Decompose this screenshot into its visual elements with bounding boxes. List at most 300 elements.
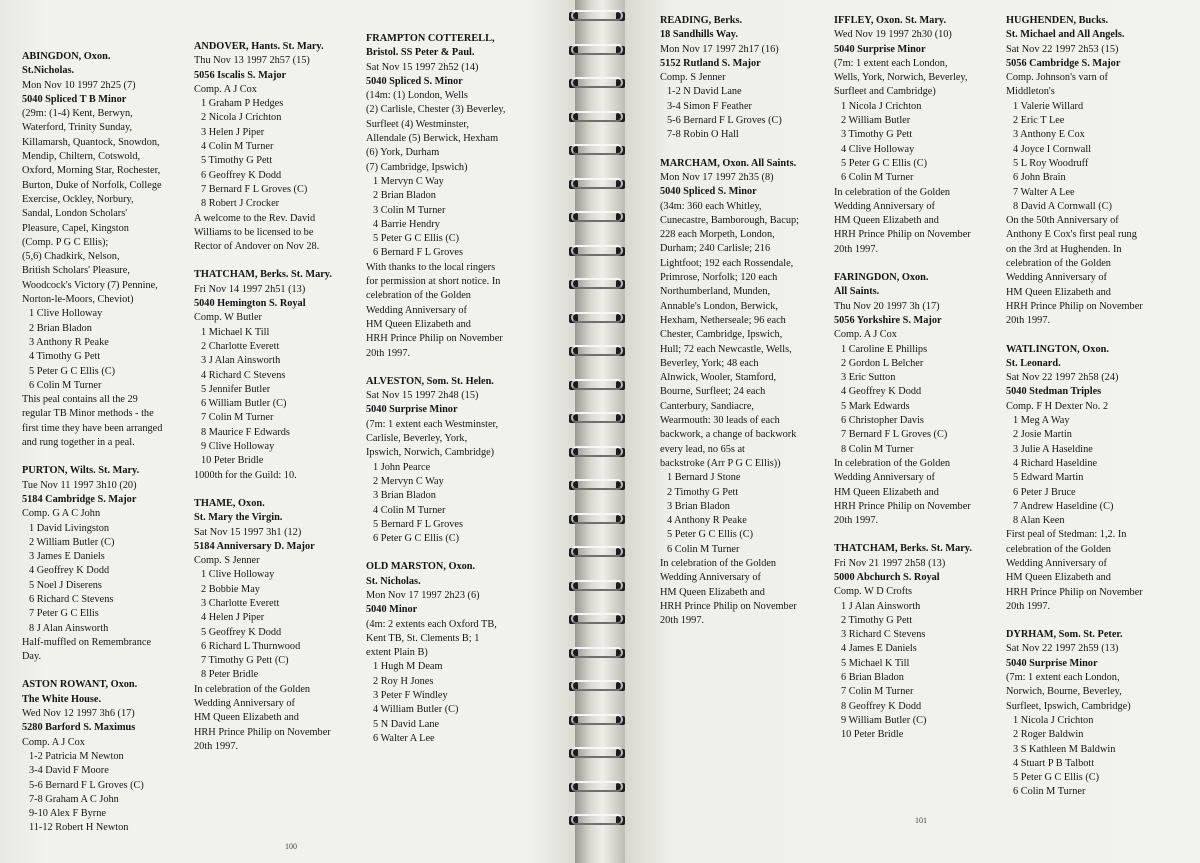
entry-text-line: Anthony E Cox's first peal rung	[1006, 229, 1137, 241]
ringer-line: 1 Valerie Willard	[1013, 100, 1084, 112]
peal-entry	[194, 268, 364, 482]
entry-text-line: Burton, Duke of Norfolk, College	[22, 179, 162, 191]
entry-text-line: Wells, York, Norwich, Beverley,	[834, 72, 968, 84]
ringer-line: 4 Barrie Hendry	[373, 218, 440, 230]
entry-text-line: Pleasure, Capel, Kingston	[22, 222, 129, 234]
entry-heading-line: St. Michael and All Angels.	[1006, 29, 1125, 41]
entry-heading-line: ASTON ROWANT, Oxon.	[22, 679, 138, 691]
entry-text-line: Exercise, Ockley, Norbury,	[22, 193, 134, 205]
ringer-line: 1 Mervyn C Way	[373, 175, 444, 187]
ringer-line: 7 Peter G C Ellis	[29, 608, 99, 620]
ringer-line: 9-10 Alex F Byrne	[29, 808, 106, 820]
entry-heading-line: 5000 Abchurch S. Royal	[834, 571, 940, 583]
entry-heading-line: DYRHAM, Som. St. Peter.	[1006, 629, 1123, 641]
entry-text-line: Surfleet (4) Westminster,	[366, 118, 469, 130]
left-column-2	[194, 40, 364, 754]
entry-text-line: Wedding Anniversary of	[1006, 557, 1107, 569]
ringer-line: 4 William Butler (C)	[373, 704, 459, 716]
peal-entry	[660, 14, 832, 143]
entry-text-line: HRH Prince Philip on November	[194, 726, 331, 738]
entry-text-line: Comp. Johnson's varn of	[1006, 72, 1108, 84]
entry-text-line: Northumberland, Munden,	[660, 286, 771, 298]
peal-entry	[834, 542, 1006, 742]
entry-text-line: Rector of Andover on Nov 28.	[194, 241, 320, 253]
ringer-line: 5-6 Bernard F L Groves (C)	[667, 115, 782, 127]
ringer-line: 5 Mark Edwards	[841, 400, 910, 412]
entry-text-line: 20th 1997.	[1006, 315, 1051, 327]
entry-heading-line: READING, Berks.	[660, 15, 743, 26]
spiral-ring	[567, 44, 627, 57]
entry-heading-line: St. Nicholas.	[366, 575, 421, 587]
ringer-line: 6 Peter G C Ellis (C)	[373, 533, 460, 545]
ringer-line: 1-2 N David Lane	[667, 86, 742, 98]
ringer-line: 2 Charlotte Everett	[201, 340, 280, 352]
entry-text-line: 20th 1997.	[834, 515, 879, 527]
entry-heading-line: 5040 Stedman Triples	[1006, 386, 1102, 398]
entry-text-line: (6) York, Durham	[366, 147, 440, 159]
entry-text-line: regular TB Minor methods - the	[22, 408, 154, 420]
ringer-line: 4 Geoffrey K Dodd	[841, 386, 922, 398]
peal-entry	[834, 271, 1006, 528]
ringer-line: 6 Christopher Davis	[841, 415, 924, 427]
entry-heading-line: 5040 Spliced S. Minor	[366, 75, 463, 87]
ringer-line: 11-12 Robert H Newton	[29, 822, 129, 834]
entry-text-line: Sat Nov 15 1997 2h52 (14)	[366, 61, 479, 73]
entry-gap	[834, 257, 1006, 271]
spiral-ring	[567, 580, 627, 593]
ringer-line: 2 Brian Bladon	[29, 322, 92, 334]
spiral-ring	[567, 747, 627, 760]
ringer-line: 2 Timothy G Pett	[841, 614, 913, 626]
entry-text-line: Bourne, Surfleet; 24 each	[660, 386, 766, 398]
peal-entry	[194, 497, 364, 754]
ringer-line: 5 Peter G C Ellis (C)	[373, 233, 460, 245]
entry-text-line: In celebration of the Golden	[834, 457, 951, 469]
entry-text-line: (14m: (1) London, Wells	[366, 90, 468, 102]
entry-text-line: HRH Prince Philip on November	[834, 500, 971, 512]
entry-text-line: Mon Nov 10 1997 2h25 (7)	[22, 79, 136, 91]
ringer-line: 3 Eric Sutton	[841, 372, 896, 384]
entry-text-line: Kent TB, St. Clements B; 1	[366, 632, 480, 644]
right-page	[625, 0, 1200, 863]
ringer-line: 2 William Butler (C)	[29, 536, 115, 548]
ringer-line: 6 Richard L Thurnwood	[201, 640, 301, 652]
entry-text-line: (7) Cambridge, Ipswich)	[366, 161, 468, 173]
entry-heading-line: 5040 Spliced T B Minor	[22, 93, 127, 105]
entry-text-line: HM Queen Elizabeth and	[1006, 572, 1111, 584]
entry-text-line: Canterbury, Sandiacre,	[660, 400, 754, 412]
entry-text-line: Durham; 240 Carlisle; 216	[660, 243, 771, 255]
ringer-line: 3 Anthony R Peake	[29, 336, 109, 348]
ringer-line: 1 David Livingston	[29, 522, 110, 534]
entry-text-line: Middleton's	[1006, 86, 1055, 98]
entry-text-line: British Scholars' Pleasure,	[22, 265, 130, 277]
ringer-line: 1 Nicola J Crichton	[1013, 714, 1094, 726]
entry-heading-line: All Saints.	[834, 286, 880, 298]
ringer-line: 9 Clive Holloway	[201, 441, 275, 453]
ringer-line: 7 Timothy G Pett (C)	[201, 655, 289, 667]
spiral-ring	[567, 479, 627, 492]
entry-text-line: Waterford, Trinity Sunday,	[22, 122, 133, 134]
right-column-1	[660, 14, 832, 628]
ringer-line: 1 Clive Holloway	[29, 308, 103, 320]
ringer-line: 6 Walter A Lee	[373, 732, 435, 744]
entry-text-line: 20th 1997.	[366, 347, 411, 359]
ringer-line: 8 Geoffrey K Dodd	[841, 700, 922, 712]
ringer-line: 1 Hugh M Deam	[373, 661, 443, 673]
ringer-line: 3 James E Daniels	[29, 551, 105, 563]
entry-heading-line: ANDOVER, Hants. St. Mary.	[194, 41, 324, 52]
entry-text-line: Thu Nov 13 1997 2h57 (15)	[194, 55, 310, 67]
ringer-line: 2 Eric T Lee	[1013, 115, 1065, 127]
entry-text-line: HRH Prince Philip on November	[1006, 586, 1143, 598]
ringer-line: 4 Colin M Turner	[373, 504, 446, 516]
peal-entry	[366, 560, 566, 746]
entry-heading-line: 5184 Cambridge S. Major	[22, 493, 137, 505]
ringer-line: 5 Geoffrey K Dodd	[201, 626, 282, 638]
entry-text-line: Sat Nov 22 1997 2h58 (24)	[1006, 372, 1119, 384]
entry-text-line: 20th 1997.	[1006, 600, 1051, 612]
ringer-line: 3 Timothy G Pett	[841, 129, 913, 141]
ringer-line: 4 Clive Holloway	[841, 143, 915, 155]
entry-text-line: Sat Nov 15 1997 3h1 (12)	[194, 526, 302, 538]
entry-text-line: (29m: (1-4) Kent, Berwyn,	[22, 108, 133, 120]
ringer-line: 1 Caroline E Phillips	[841, 343, 928, 355]
entry-gap	[366, 361, 566, 375]
entry-heading-line: ALVESTON, Som. St. Helen.	[366, 375, 494, 387]
entry-heading-line: FARINGDON, Oxon.	[834, 272, 929, 284]
left-page	[0, 0, 575, 863]
spiral-ring	[567, 178, 627, 191]
spiral-ring	[567, 211, 627, 224]
entry-text-line: A welcome to the Rev. David	[194, 212, 316, 224]
entry-text-line: Norton-le-Moors, Cheviot)	[22, 294, 134, 306]
ringer-line: 6 Geoffrey K Dodd	[201, 169, 282, 181]
ringer-line: 3 Brian Bladon	[667, 500, 730, 512]
entry-text-line: Comp. W Butler	[194, 312, 262, 324]
entry-heading-line: WATLINGTON, Oxon.	[1006, 343, 1109, 355]
peal-entry	[834, 14, 1006, 257]
entry-heading-line: 18 Sandhills Way.	[660, 29, 738, 41]
entry-text-line: 1000th for the Guild: 10.	[194, 469, 297, 481]
ringer-line: 1 Graham P Hedges	[201, 98, 284, 110]
entry-heading-line: 5184 Anniversary D. Major	[194, 540, 315, 552]
ringer-line: 5 Bernard F L Groves	[373, 518, 463, 530]
ringer-line: 2 Nicola J Crichton	[201, 112, 282, 124]
entry-text-line: Wed Nov 12 1997 3h6 (17)	[22, 708, 135, 720]
ringer-line: 3 Helen J Piper	[201, 126, 265, 138]
entry-text-line: on the 3rd at Hughenden. In	[1006, 243, 1122, 255]
ringer-line: 7 Colin M Turner	[201, 412, 274, 424]
entry-text-line: Comp. F H Dexter No. 2	[1006, 400, 1109, 412]
peal-entry	[194, 40, 364, 254]
peal-entry	[1006, 343, 1196, 615]
entry-text-line: In celebration of the Golden	[834, 186, 951, 198]
ringer-line: 1 Clive Holloway	[201, 569, 275, 581]
spiral-ring	[567, 513, 627, 526]
entry-text-line: Cunecastre, Bamborough, Bacup;	[660, 214, 799, 226]
entry-text-line: (Comp. P G C Ellis);	[22, 236, 109, 248]
ringer-line: 1 Michael K Till	[201, 326, 270, 338]
entry-text-line: (34m: 360 each Whitley,	[660, 200, 762, 212]
entry-text-line: Annable's London, Berwick,	[660, 300, 778, 312]
peal-entry	[22, 464, 190, 664]
entry-text-line: Comp. S Jenner	[660, 72, 726, 84]
entry-text-line: Wedding Anniversary of	[366, 304, 467, 316]
ringer-line: 6 Colin M Turner	[1013, 786, 1086, 798]
ringer-line: 7-8 Graham A C John	[29, 793, 119, 805]
ringer-line: 5 Peter G C Ellis (C)	[1013, 772, 1100, 784]
spiral-ring	[567, 680, 627, 693]
ringer-line: 2 Roy H Jones	[373, 675, 434, 687]
entry-text-line: 20th 1997.	[660, 615, 705, 627]
left-page-number: 100	[285, 842, 297, 851]
entry-heading-line: THATCHAM, Berks. St. Mary.	[834, 543, 972, 555]
ringer-line: 5 L Roy Woodruff	[1013, 157, 1089, 169]
entry-text-line: Wedding Anniversary of	[1006, 272, 1107, 284]
ringer-line: 2 Timothy G Pett	[667, 486, 739, 498]
entry-text-line: Comp. A J Cox	[22, 736, 85, 748]
entry-text-line: Half-muffled on Remembrance	[22, 636, 152, 648]
ringer-line: 6 John Brain	[1013, 172, 1066, 184]
entry-text-line: Comp. W D Crofts	[834, 586, 912, 598]
entry-text-line: Mon Nov 17 1997 2h23 (6)	[366, 589, 480, 601]
entry-text-line: Allendale (5) Berwick, Hexham	[366, 133, 499, 145]
ringer-line: 9 William Butler (C)	[841, 714, 927, 726]
entry-text-line: Alnwick, Wooler, Stamford,	[660, 372, 777, 384]
entry-heading-line: 5040 Surprise Minor	[834, 43, 926, 55]
entry-text-line: (7m: 1 extent each London,	[1006, 672, 1120, 684]
entry-text-line: Norwich, Bourne, Beverley,	[1006, 686, 1122, 698]
entry-heading-line: St. Mary the Virgin.	[194, 512, 283, 524]
ringer-line: 1 John Pearce	[373, 461, 431, 473]
entry-heading-line: 5056 Yorkshire S. Major	[834, 314, 942, 326]
entry-text-line: Mon Nov 17 1997 2h17 (16)	[660, 43, 779, 55]
entry-text-line: celebration of the Golden	[366, 290, 471, 302]
entry-text-line: In celebration of the Golden	[660, 557, 777, 569]
ringer-line: 5 Jennifer Butler	[201, 383, 271, 395]
spiral-ring	[567, 77, 627, 90]
entry-heading-line: 5280 Barford S. Maximus	[22, 722, 136, 734]
ringer-line: 10 Peter Bridle	[841, 729, 904, 741]
left-column-1	[22, 50, 190, 836]
entry-text-line: Williams to be licensed to be	[194, 226, 314, 238]
entry-heading-line: IFFLEY, Oxon. St. Mary.	[834, 15, 947, 26]
ringer-line: 1 Nicola J Crichton	[841, 100, 922, 112]
ringer-line: 8 Robert J Crocker	[201, 198, 280, 210]
entry-text-line: Comp. S Jenner	[194, 555, 260, 567]
ringer-line: 4 Helen J Piper	[201, 612, 265, 624]
entry-heading-line: HUGHENDEN, Bucks.	[1006, 15, 1109, 26]
ringer-line: 5 Peter G C Ellis (C)	[667, 529, 754, 541]
entry-heading-line: 5040 Surprise Minor	[1006, 657, 1098, 669]
spiral-ring	[567, 144, 627, 157]
ringer-line: 4 Richard C Stevens	[201, 369, 286, 381]
entry-text-line: for permission at short notice. In	[366, 276, 501, 288]
spiral-ring	[567, 814, 627, 827]
ringer-line: 5 N David Lane	[373, 718, 440, 730]
entry-text-line: Lightfoot; 192 each Rossendale,	[660, 257, 794, 269]
entry-text-line: Thu Nov 20 1997 3h (17)	[834, 300, 940, 312]
entry-heading-line: PURTON, Wilts. St. Mary.	[22, 465, 140, 477]
ringer-line: 1 J Alan Ainsworth	[841, 600, 921, 612]
entry-text-line: 20th 1997.	[194, 740, 239, 752]
entry-gap	[194, 483, 364, 497]
entry-text-line: Woodcock's Victory (7) Pennine,	[22, 279, 158, 291]
entry-gap	[366, 546, 566, 560]
entry-text-line: extent Plain B)	[366, 647, 428, 659]
entry-text-line: Tue Nov 11 1997 3h10 (20)	[22, 479, 137, 491]
entry-heading-line: THATCHAM, Berks. St. Mary.	[194, 269, 332, 281]
ringer-line: 3 Julie A Haseldine	[1013, 443, 1093, 455]
entry-text-line: On the 50th Anniversary of	[1006, 215, 1119, 227]
entry-text-line: 228 each Morpeth, London,	[660, 229, 775, 241]
ringer-line: 4 Stuart P B Talbott	[1013, 757, 1095, 769]
entry-text-line: Surfleet and Cambridge)	[834, 86, 936, 98]
peal-entry	[22, 50, 190, 450]
entry-text-line: Wearmouth: 30 leads of each	[660, 415, 780, 427]
entry-text-line: HM Queen Elizabeth and	[1006, 286, 1111, 298]
ringer-line: 6 Colin M Turner	[841, 172, 914, 184]
ringer-line: 3 Peter F Windley	[373, 690, 448, 702]
ringer-line: 2 Bobbie May	[201, 583, 260, 595]
ringer-line: 6 Colin M Turner	[29, 379, 102, 391]
ringer-line: 8 Alan Keen	[1013, 515, 1065, 527]
entry-text-line: Comp. A J Cox	[834, 329, 897, 341]
ringer-line: 4 Geoffrey K Dodd	[29, 565, 110, 577]
ringer-line: 6 Richard C Stevens	[29, 593, 114, 605]
entry-gap	[194, 254, 364, 268]
spiral-ring	[567, 613, 627, 626]
entry-heading-line: 5040 Hemington S. Royal	[194, 298, 306, 310]
entry-text-line: (7m: 1 extent each London,	[834, 57, 948, 69]
entry-text-line: first time they have been arranged	[22, 422, 163, 434]
ringer-line: 2 Roger Baldwin	[1013, 729, 1084, 741]
ringer-line: 6 Colin M Turner	[667, 543, 740, 555]
ringer-line: 8 Maurice F Edwards	[201, 426, 290, 438]
entry-gap	[660, 143, 832, 157]
entry-text-line: HM Queen Elizabeth and	[194, 712, 299, 724]
entry-heading-line: OLD MARSTON, Oxon.	[366, 561, 476, 573]
entry-text-line: HM Queen Elizabeth and	[834, 215, 939, 227]
entry-gap	[22, 450, 190, 464]
ringer-line: 3 Richard C Stevens	[841, 629, 926, 641]
ringer-line: 1 Bernard J Stone	[667, 472, 741, 484]
ringer-line: 5 Michael K Till	[841, 657, 910, 669]
ringer-line: 3 Charlotte Everett	[201, 597, 280, 609]
spiral-ring	[567, 647, 627, 660]
ringer-line: 5 Peter G C Ellis (C)	[841, 157, 928, 169]
entry-text-line: Sat Nov 15 1997 2h48 (15)	[366, 390, 479, 402]
entry-text-line: and rung together in a peal.	[22, 437, 135, 449]
spiral-binding	[575, 0, 625, 863]
entry-text-line: Wedding Anniversary of	[834, 472, 935, 484]
spiral-ring	[567, 412, 627, 425]
peal-entry	[660, 157, 832, 629]
entry-text-line: Killamarsh, Quantock, Snowdon,	[22, 136, 160, 148]
entry-text-line: With thanks to the local ringers	[366, 261, 496, 273]
ringer-line: 6 Peter J Bruce	[1013, 486, 1076, 498]
right-column-2	[834, 14, 1006, 743]
ringer-line: 8 J Alan Ainsworth	[29, 622, 109, 634]
ringer-line: 7 Walter A Lee	[1013, 186, 1075, 198]
ringer-line: 3-4 Simon F Feather	[667, 100, 752, 112]
entry-heading-line: Bristol. SS Peter & Paul.	[366, 47, 475, 59]
entry-text-line: Wedding Anniversary of	[194, 698, 295, 710]
entry-text-line: Surfleet, Ipswich, Cambridge)	[1006, 700, 1131, 712]
entry-text-line: HRH Prince Philip on November	[366, 333, 503, 345]
spiral-ring	[567, 546, 627, 559]
ringer-line: 6 Brian Bladon	[841, 672, 904, 684]
right-column-3	[1006, 14, 1196, 800]
ringer-line: 1 Meg A Way	[1013, 415, 1070, 427]
entry-text-line: Day.	[22, 651, 42, 663]
entry-text-line: HM Queen Elizabeth and	[834, 486, 939, 498]
ringer-line: 7 Colin M Turner	[841, 686, 914, 698]
ringer-line: 6 William Butler (C)	[201, 398, 287, 410]
entry-text-line: (2) Carlisle, Chester (3) Beverley,	[366, 104, 506, 116]
entry-heading-line: 5056 Iscalis S. Major	[194, 69, 287, 81]
entry-text-line: This peal contains all the 29	[22, 394, 138, 406]
entry-text-line: Sat Nov 22 1997 2h59 (13)	[1006, 643, 1119, 655]
entry-text-line: celebration of the Golden	[1006, 543, 1111, 555]
entry-gap	[1006, 329, 1196, 343]
entry-text-line: HM Queen Elizabeth and	[660, 586, 765, 598]
entry-heading-line: The White House.	[22, 693, 102, 705]
entry-text-line: HRH Prince Philip on November	[1006, 300, 1143, 312]
ringer-line: 4 Richard Haseldine	[1013, 457, 1098, 469]
ringer-line: 10 Peter Bridle	[201, 455, 264, 467]
ringer-line: 1-2 Patricia M Newton	[29, 750, 124, 762]
entry-text-line: HM Queen Elizabeth and	[366, 318, 471, 330]
ringer-line: 3 J Alan Ainsworth	[201, 355, 281, 367]
entry-text-line: Hexham, Netherseale; 96 each	[660, 314, 786, 326]
left-column-3	[366, 32, 566, 746]
entry-text-line: Comp. G A C John	[22, 508, 101, 520]
peal-entry	[22, 678, 190, 835]
spiral-ring	[567, 781, 627, 794]
entry-text-line: HRH Prince Philip on November	[660, 600, 797, 612]
ringer-line: 2 Josie Martin	[1013, 429, 1072, 441]
ringer-line: 4 James E Daniels	[841, 643, 917, 655]
entry-heading-line: 5040 Surprise Minor	[366, 404, 458, 416]
peal-entry	[366, 32, 566, 361]
entry-text-line: Carlisle, Beverley, York,	[366, 433, 468, 445]
ringer-line: 7 Bernard F L Groves (C)	[841, 429, 948, 441]
entry-text-line: (5,6) Chadkirk, Nelson,	[22, 251, 120, 263]
peal-entry	[1006, 14, 1196, 329]
spiral-ring	[567, 345, 627, 358]
entry-text-line: Fri Nov 14 1997 2h51 (13)	[194, 283, 306, 295]
entry-text-line: 20th 1997.	[834, 243, 879, 255]
entry-gap	[1006, 614, 1196, 628]
entry-text-line: Fri Nov 21 1997 2h58 (13)	[834, 557, 946, 569]
ringer-line: 6 Bernard F L Groves	[373, 247, 463, 259]
entry-text-line: Hull; 72 each Newcastle, Wells,	[660, 343, 792, 355]
entry-text-line: backwork, a change of backwork	[660, 429, 797, 441]
entry-text-line: celebration of the Golden	[1006, 258, 1111, 270]
ringer-line: 8 Colin M Turner	[841, 443, 914, 455]
entry-text-line: Primrose, Norfolk; 120 each	[660, 272, 778, 284]
entry-heading-line: St. Leonard.	[1006, 357, 1061, 369]
entry-text-line: Sandal, London Scholars'	[22, 208, 128, 220]
entry-heading-line: FRAMPTON COTTERELL,	[366, 33, 495, 44]
spiral-ring	[567, 278, 627, 291]
entry-text-line: Beverley, York; 48 each	[660, 357, 759, 369]
entry-text-line: Wed Nov 19 1997 2h30 (10)	[834, 29, 952, 41]
ringer-line: 7 Andrew Haseldine (C)	[1013, 500, 1114, 512]
entry-heading-line: St.Nicholas.	[22, 65, 75, 77]
